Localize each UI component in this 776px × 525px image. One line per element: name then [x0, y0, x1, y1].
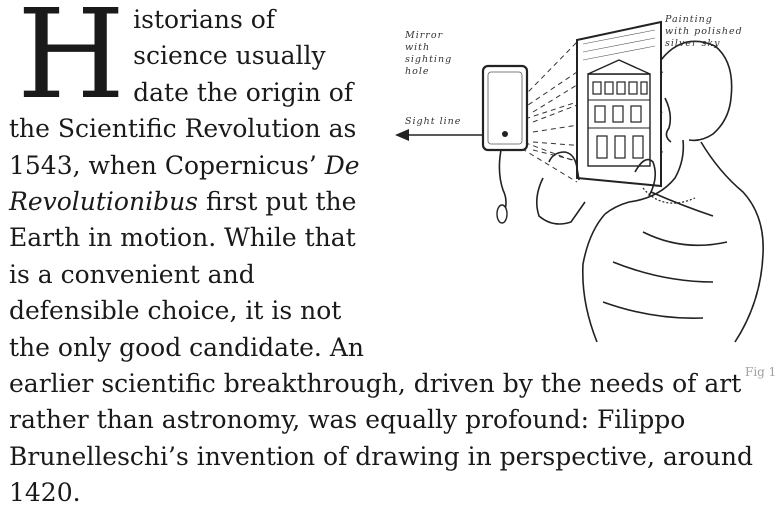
figure-brunelleschi-experiment	[383, 2, 771, 354]
annotation-mirror-2: with	[405, 42, 431, 53]
drop-cap: H	[17, 0, 126, 127]
annotation-mirror-3: sighting	[405, 54, 453, 65]
annotation-sight-line: Sight line	[405, 116, 462, 127]
painting-panel	[577, 22, 661, 186]
annotation-painting-3: silver sky	[665, 38, 721, 49]
paragraph-part-1: istorians of science usually date the origin of the Scientific Revolution as 1543, when Copernicus’	[9, 5, 357, 180]
annotation-mirror-4: hole	[405, 66, 430, 77]
annotation-painting-1: Painting	[665, 14, 713, 25]
annotation-mirror-1: Mirror	[405, 30, 444, 41]
book-title: De Revolutionibus	[9, 150, 360, 217]
article-body	[9, 2, 769, 512]
perspective-illustration	[383, 2, 771, 354]
mirror	[483, 66, 527, 223]
annotation-painting-2: with polished	[665, 26, 743, 37]
paragraph-part-2: first put the Earth in motion. While that is a convenient and defensible choice, it is not the only good candidate. An earlier scientific breakthrough, driven by the needs of art rather than astronomy, was equally profound: Filippo Brunelleschi’s invention of drawing in perspective, around 1420.	[9, 187, 753, 508]
figure-caption: Fig 1	[745, 365, 776, 379]
